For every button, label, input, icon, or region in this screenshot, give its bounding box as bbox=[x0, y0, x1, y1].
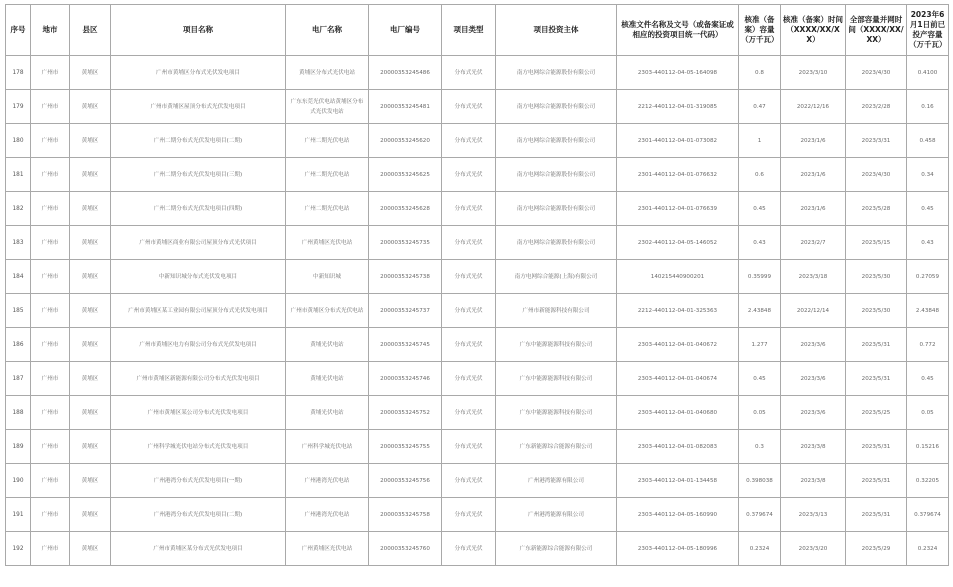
plant-id-cell: 20000353245620 bbox=[369, 124, 442, 158]
seq-cell: 192 bbox=[6, 532, 31, 566]
table-row bbox=[6, 294, 949, 328]
approved-capacity-cell: 2.43848 bbox=[739, 294, 781, 328]
seq-cell: 183 bbox=[6, 226, 31, 260]
district-cell: 黄埔区 bbox=[70, 328, 111, 362]
approval-date-cell: 2023/3/6 bbox=[781, 396, 846, 430]
seq-cell: 189 bbox=[6, 430, 31, 464]
seq-cell: 184 bbox=[6, 260, 31, 294]
table-row bbox=[6, 396, 949, 430]
seq-header: 序号 bbox=[6, 5, 31, 56]
approval-doc-cell: 2301-440112-04-01-073082 bbox=[617, 124, 739, 158]
project-name-cell: 广州港湾分布式光伏发电项目(二期) bbox=[111, 498, 286, 532]
plant-name-cell: 广州市黄埔区分布式光伏电站 bbox=[286, 294, 369, 328]
table-row bbox=[6, 260, 949, 294]
project-type-header: 项目类型 bbox=[442, 5, 496, 56]
city-cell: 广州市 bbox=[31, 294, 70, 328]
operating-capacity-cell: 0.772 bbox=[907, 328, 949, 362]
plant-id-cell: 20000353245737 bbox=[369, 294, 442, 328]
plant-id-cell: 20000353245745 bbox=[369, 328, 442, 362]
plant-id-cell: 20000353245486 bbox=[369, 56, 442, 90]
approved-capacity-cell: 0.05 bbox=[739, 396, 781, 430]
operating-capacity-cell: 0.34 bbox=[907, 158, 949, 192]
grid-date-cell: 2023/5/31 bbox=[846, 498, 907, 532]
investor-cell: 南方电网综合能源股份有限公司 bbox=[496, 192, 617, 226]
plant-id-cell: 20000353245746 bbox=[369, 362, 442, 396]
project-name-cell: 广州港湾分布式光伏发电项目(一期) bbox=[111, 464, 286, 498]
grid-date-cell: 2023/5/28 bbox=[846, 192, 907, 226]
district-cell: 黄埔区 bbox=[70, 192, 111, 226]
project-type-cell: 分布式光伏 bbox=[442, 226, 496, 260]
investor-cell: 南方电网综合能源股份有限公司 bbox=[496, 226, 617, 260]
approval-date-cell: 2023/1/6 bbox=[781, 192, 846, 226]
project-name-cell: 广州二期分布式光伏发电项目(三期) bbox=[111, 158, 286, 192]
project-type-cell: 分布式光伏 bbox=[442, 362, 496, 396]
city-cell: 广州市 bbox=[31, 192, 70, 226]
project-type-cell: 分布式光伏 bbox=[442, 158, 496, 192]
investor-cell: 广东新能源综合能源有限公司 bbox=[496, 532, 617, 566]
city-cell: 广州市 bbox=[31, 430, 70, 464]
investor-cell: 广州市新能源科技有限公司 bbox=[496, 294, 617, 328]
plant-name-cell: 中新知识城 bbox=[286, 260, 369, 294]
district-cell: 黄埔区 bbox=[70, 124, 111, 158]
city-header: 地市 bbox=[31, 5, 70, 56]
grid-date-header: 全部容量并网时间（XXXX/XX/XX） bbox=[846, 5, 907, 56]
grid-date-cell: 2023/5/29 bbox=[846, 532, 907, 566]
grid-date-cell: 2023/5/30 bbox=[846, 260, 907, 294]
investor-cell: 广东中能源能源科技有限公司 bbox=[496, 362, 617, 396]
investor-cell: 南方电网综合能源股份有限公司 bbox=[496, 158, 617, 192]
plant-name-cell: 广州黄埔区光伏电站 bbox=[286, 532, 369, 566]
operating-capacity-cell: 0.45 bbox=[907, 362, 949, 396]
city-cell: 广州市 bbox=[31, 260, 70, 294]
seq-cell: 186 bbox=[6, 328, 31, 362]
grid-date-cell: 2023/4/30 bbox=[846, 158, 907, 192]
project-type-cell: 分布式光伏 bbox=[442, 192, 496, 226]
city-cell: 广州市 bbox=[31, 56, 70, 90]
approved-capacity-cell: 0.47 bbox=[739, 90, 781, 124]
plant-name-cell: 广州港湾光伏电站 bbox=[286, 464, 369, 498]
project-name-cell: 广州市黄埔区某分布式光伏发电项目 bbox=[111, 532, 286, 566]
plant-id-cell: 20000353245758 bbox=[369, 498, 442, 532]
table-row bbox=[6, 192, 949, 226]
project-type-cell: 分布式光伏 bbox=[442, 56, 496, 90]
plant-name-cell: 广州黄埔区光伏电站 bbox=[286, 226, 369, 260]
plant-name-cell: 广州二期光伏电站 bbox=[286, 124, 369, 158]
project-name-cell: 广州市黄埔区某公司分布式光伏发电项目 bbox=[111, 396, 286, 430]
grid-date-cell: 2023/5/31 bbox=[846, 464, 907, 498]
plant-name-cell: 黄埔区分布式光伏电站 bbox=[286, 56, 369, 90]
approval-doc-cell: 140215440900201 bbox=[617, 260, 739, 294]
approved-capacity-cell: 0.43 bbox=[739, 226, 781, 260]
district-cell: 黄埔区 bbox=[70, 260, 111, 294]
investor-cell: 南方电网综合能源股份有限公司 bbox=[496, 56, 617, 90]
district-cell: 黄埔区 bbox=[70, 430, 111, 464]
plant-id-cell: 20000353245481 bbox=[369, 90, 442, 124]
plant-name-header: 电厂名称 bbox=[286, 5, 369, 56]
approved-capacity-cell: 0.398038 bbox=[739, 464, 781, 498]
approval-date-cell: 2022/12/16 bbox=[781, 90, 846, 124]
approval-doc-cell: 2303-440112-04-01-082083 bbox=[617, 430, 739, 464]
approval-doc-cell: 2212-440112-04-01-325363 bbox=[617, 294, 739, 328]
city-cell: 广州市 bbox=[31, 498, 70, 532]
project-name-cell: 广州市黄埔区商业有限公司屋顶分布式光伏项目 bbox=[111, 226, 286, 260]
approval-doc-cell: 2303-440112-04-05-180996 bbox=[617, 532, 739, 566]
district-cell: 黄埔区 bbox=[70, 396, 111, 430]
table-row bbox=[6, 362, 949, 396]
seq-cell: 181 bbox=[6, 158, 31, 192]
plant-name-cell: 黄埔光伏电站 bbox=[286, 362, 369, 396]
seq-cell: 180 bbox=[6, 124, 31, 158]
seq-cell: 182 bbox=[6, 192, 31, 226]
table-row bbox=[6, 328, 949, 362]
district-cell: 黄埔区 bbox=[70, 532, 111, 566]
project-type-cell: 分布式光伏 bbox=[442, 498, 496, 532]
approved-capacity-cell: 0.3 bbox=[739, 430, 781, 464]
project-name-cell: 广州市黄埔区某工业园有限公司屋顶分布式光伏发电项目 bbox=[111, 294, 286, 328]
approval-doc-cell: 2301-440112-04-01-076639 bbox=[617, 192, 739, 226]
operating-capacity-cell: 0.2324 bbox=[907, 532, 949, 566]
district-cell: 黄埔区 bbox=[70, 226, 111, 260]
seq-cell: 188 bbox=[6, 396, 31, 430]
approval-date-cell: 2023/3/18 bbox=[781, 260, 846, 294]
header-row bbox=[6, 5, 949, 56]
table-row bbox=[6, 430, 949, 464]
seq-cell: 190 bbox=[6, 464, 31, 498]
plant-name-cell: 广州二期光伏电站 bbox=[286, 158, 369, 192]
plant-id-cell: 20000353245628 bbox=[369, 192, 442, 226]
operating-capacity-cell: 0.45 bbox=[907, 192, 949, 226]
approval-doc-cell: 2303-440112-04-01-040674 bbox=[617, 362, 739, 396]
project-type-cell: 分布式光伏 bbox=[442, 396, 496, 430]
district-cell: 黄埔区 bbox=[70, 362, 111, 396]
investor-cell: 广东新能源综合能源有限公司 bbox=[496, 430, 617, 464]
project-name-cell: 广州二期分布式光伏发电项目(四期) bbox=[111, 192, 286, 226]
operating-capacity-cell: 0.458 bbox=[907, 124, 949, 158]
plant-id-cell: 20000353245738 bbox=[369, 260, 442, 294]
plant-name-cell: 广州科学城光伏电站 bbox=[286, 430, 369, 464]
project-name-cell: 广州科学城光伏电站分布式光伏发电项目 bbox=[111, 430, 286, 464]
table-row bbox=[6, 464, 949, 498]
plant-id-cell: 20000353245625 bbox=[369, 158, 442, 192]
approval-date-cell: 2022/12/14 bbox=[781, 294, 846, 328]
grid-date-cell: 2023/5/15 bbox=[846, 226, 907, 260]
investor-cell: 广州港湾能源有限公司 bbox=[496, 464, 617, 498]
investor-header: 项目投资主体 bbox=[496, 5, 617, 56]
approved-capacity-cell: 0.6 bbox=[739, 158, 781, 192]
approval-date-cell: 2023/3/6 bbox=[781, 362, 846, 396]
city-cell: 广州市 bbox=[31, 464, 70, 498]
approved-capacity-cell: 0.35999 bbox=[739, 260, 781, 294]
operating-capacity-header: 2023年6月1日前已投产容量（万千瓦） bbox=[907, 5, 949, 56]
city-cell: 广州市 bbox=[31, 362, 70, 396]
city-cell: 广州市 bbox=[31, 226, 70, 260]
seq-cell: 179 bbox=[6, 90, 31, 124]
project-type-cell: 分布式光伏 bbox=[442, 90, 496, 124]
project-name-header: 项目名称 bbox=[111, 5, 286, 56]
approved-capacity-cell: 1.277 bbox=[739, 328, 781, 362]
investor-cell: 南方电网综合能源(上海)有限公司 bbox=[496, 260, 617, 294]
investor-cell: 广东中能源能源科技有限公司 bbox=[496, 328, 617, 362]
plant-id-cell: 20000353245755 bbox=[369, 430, 442, 464]
plant-id-cell: 20000353245760 bbox=[369, 532, 442, 566]
approval-date-cell: 2023/3/13 bbox=[781, 498, 846, 532]
approved-capacity-header: 核准（备案）容量（万千瓦） bbox=[739, 5, 781, 56]
plant-name-cell: 黄埔光伏电站 bbox=[286, 328, 369, 362]
plant-name-cell: 广州二期光伏电站 bbox=[286, 192, 369, 226]
project-name-cell: 广州市黄埔区屋顶分布式光伏发电项目 bbox=[111, 90, 286, 124]
investor-cell: 南方电网综合能源股份有限公司 bbox=[496, 90, 617, 124]
grid-date-cell: 2023/5/31 bbox=[846, 328, 907, 362]
approved-capacity-cell: 0.2324 bbox=[739, 532, 781, 566]
plant-name-cell: 广州港湾光伏电站 bbox=[286, 498, 369, 532]
grid-date-cell: 2023/5/31 bbox=[846, 430, 907, 464]
approval-doc-cell: 2301-440112-04-01-076632 bbox=[617, 158, 739, 192]
grid-date-cell: 2023/2/28 bbox=[846, 90, 907, 124]
investor-cell: 广东中能源能源科技有限公司 bbox=[496, 396, 617, 430]
project-name-cell: 广州市黄埔区新能源有限公司分布式光伏发电项目 bbox=[111, 362, 286, 396]
project-type-cell: 分布式光伏 bbox=[442, 260, 496, 294]
approval-date-cell: 2023/3/8 bbox=[781, 430, 846, 464]
approval-date-cell: 2023/3/20 bbox=[781, 532, 846, 566]
approval-date-cell: 2023/2/7 bbox=[781, 226, 846, 260]
table-row bbox=[6, 498, 949, 532]
operating-capacity-cell: 0.4100 bbox=[907, 56, 949, 90]
table-row bbox=[6, 226, 949, 260]
district-cell: 黄埔区 bbox=[70, 56, 111, 90]
approval-doc-cell: 2303-440112-04-01-040672 bbox=[617, 328, 739, 362]
approval-date-cell: 2023/1/6 bbox=[781, 158, 846, 192]
investor-cell: 广州港湾能源有限公司 bbox=[496, 498, 617, 532]
project-type-cell: 分布式光伏 bbox=[442, 328, 496, 362]
plant-id-header: 电厂编号 bbox=[369, 5, 442, 56]
investor-cell: 南方电网综合能源股份有限公司 bbox=[496, 124, 617, 158]
seq-cell: 185 bbox=[6, 294, 31, 328]
grid-date-cell: 2023/5/30 bbox=[846, 294, 907, 328]
city-cell: 广州市 bbox=[31, 328, 70, 362]
project-table bbox=[5, 4, 949, 566]
approval-doc-cell: 2212-440112-04-01-319085 bbox=[617, 90, 739, 124]
approval-doc-cell: 2303-440112-04-05-160990 bbox=[617, 498, 739, 532]
project-name-cell: 广州二期分布式光伏发电项目(二期) bbox=[111, 124, 286, 158]
plant-id-cell: 20000353245756 bbox=[369, 464, 442, 498]
seq-cell: 178 bbox=[6, 56, 31, 90]
plant-name-cell: 黄埔光伏电站 bbox=[286, 396, 369, 430]
table-body bbox=[6, 56, 949, 566]
approved-capacity-cell: 0.45 bbox=[739, 362, 781, 396]
approval-doc-cell: 2303-440112-04-05-164098 bbox=[617, 56, 739, 90]
operating-capacity-cell: 0.379674 bbox=[907, 498, 949, 532]
plant-name-cell: 广东东莞光伏电站黄埔区分布式光伏发电站 bbox=[286, 90, 369, 124]
project-type-cell: 分布式光伏 bbox=[442, 294, 496, 328]
city-cell: 广州市 bbox=[31, 90, 70, 124]
approval-doc-cell: 2303-440112-04-01-040680 bbox=[617, 396, 739, 430]
plant-id-cell: 20000353245735 bbox=[369, 226, 442, 260]
table-row bbox=[6, 56, 949, 90]
project-name-cell: 广州市黄埔区电力有限公司分布式光伏发电项目 bbox=[111, 328, 286, 362]
approval-doc-cell: 2302-440112-04-05-146052 bbox=[617, 226, 739, 260]
table-row bbox=[6, 124, 949, 158]
city-cell: 广州市 bbox=[31, 532, 70, 566]
project-table-sheet bbox=[5, 4, 948, 566]
grid-date-cell: 2023/5/25 bbox=[846, 396, 907, 430]
table-row bbox=[6, 158, 949, 192]
approved-capacity-cell: 0.8 bbox=[739, 56, 781, 90]
district-header: 县区 bbox=[70, 5, 111, 56]
city-cell: 广州市 bbox=[31, 396, 70, 430]
district-cell: 黄埔区 bbox=[70, 158, 111, 192]
city-cell: 广州市 bbox=[31, 124, 70, 158]
approval-date-cell: 2023/1/6 bbox=[781, 124, 846, 158]
approval-date-cell: 2023/3/8 bbox=[781, 464, 846, 498]
project-type-cell: 分布式光伏 bbox=[442, 464, 496, 498]
grid-date-cell: 2023/4/30 bbox=[846, 56, 907, 90]
seq-cell: 187 bbox=[6, 362, 31, 396]
city-cell: 广州市 bbox=[31, 158, 70, 192]
operating-capacity-cell: 0.05 bbox=[907, 396, 949, 430]
approved-capacity-cell: 0.379674 bbox=[739, 498, 781, 532]
approval-date-header: 核准（备案）时间（XXXX/XX/XX） bbox=[781, 5, 846, 56]
table-row bbox=[6, 532, 949, 566]
approved-capacity-cell: 1 bbox=[739, 124, 781, 158]
approval-date-cell: 2023/3/6 bbox=[781, 328, 846, 362]
district-cell: 黄埔区 bbox=[70, 498, 111, 532]
approval-doc-cell: 2303-440112-04-01-134458 bbox=[617, 464, 739, 498]
project-type-cell: 分布式光伏 bbox=[442, 430, 496, 464]
project-type-cell: 分布式光伏 bbox=[442, 124, 496, 158]
operating-capacity-cell: 0.16 bbox=[907, 90, 949, 124]
seq-cell: 191 bbox=[6, 498, 31, 532]
operating-capacity-cell: 0.15216 bbox=[907, 430, 949, 464]
operating-capacity-cell: 0.32205 bbox=[907, 464, 949, 498]
operating-capacity-cell: 0.27059 bbox=[907, 260, 949, 294]
district-cell: 黄埔区 bbox=[70, 294, 111, 328]
approval-doc-header: 核准文件名称及文号（或备案证或相应的投资项目统一代码） bbox=[617, 5, 739, 56]
plant-id-cell: 20000353245752 bbox=[369, 396, 442, 430]
project-name-cell: 中新知识城分布式光伏发电项目 bbox=[111, 260, 286, 294]
approval-date-cell: 2023/3/10 bbox=[781, 56, 846, 90]
district-cell: 黄埔区 bbox=[70, 464, 111, 498]
project-type-cell: 分布式光伏 bbox=[442, 532, 496, 566]
grid-date-cell: 2023/5/31 bbox=[846, 362, 907, 396]
approved-capacity-cell: 0.45 bbox=[739, 192, 781, 226]
table-row bbox=[6, 90, 949, 124]
project-name-cell: 广州市黄埔区分布式光伏发电项目 bbox=[111, 56, 286, 90]
operating-capacity-cell: 0.43 bbox=[907, 226, 949, 260]
operating-capacity-cell: 2.43848 bbox=[907, 294, 949, 328]
district-cell: 黄埔区 bbox=[70, 90, 111, 124]
grid-date-cell: 2023/3/31 bbox=[846, 124, 907, 158]
